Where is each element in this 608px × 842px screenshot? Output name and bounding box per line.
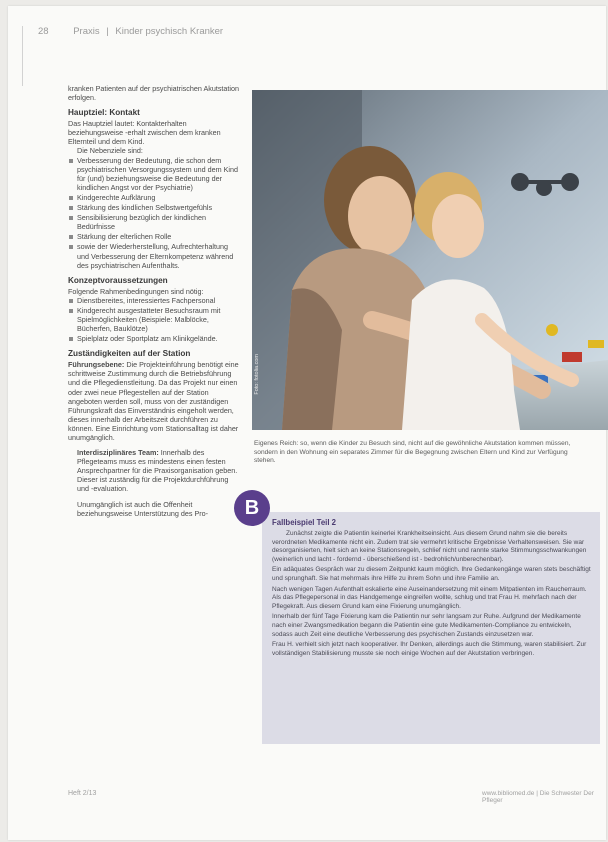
mother-child-photo	[252, 90, 608, 430]
case-paragraph: Nach wenigen Tagen Aufenthalt eskalierte eine Auseinandersetzung mit einem Mitpatienten im Raucherraum. Als das Pflegepersonal in das Handgemenge eingreifen wollte, schlug und trat Frau H. mehrfach nach der Pflegekraft. Aus diesem Grund kam eine Fixierung unumgänglich.	[272, 585, 587, 610]
team-text: Innerhalb des Pflegeteams muss es mindestens einen festen Ansprechpartner für die Praxisorganisation geben. Dieser ist zuständig für die Projektdurchführung und -evaluation.	[77, 448, 238, 494]
page-header	[38, 26, 223, 37]
left-column	[68, 84, 240, 524]
photo-illustration	[252, 90, 608, 430]
margin-rule	[22, 26, 23, 86]
intro-text: kranken Patienten auf der psychiatrischen Akutstation erfolgen.	[68, 84, 240, 103]
closing-text: Unumgänglich ist auch die Offenheit beziehungsweise Unterstützung des Pro-	[77, 499, 209, 518]
list-item: Verbesserung der Bedeutung, die schon dem psychiatrischen Versorgungssystem und dem Kind für (und) beziehungsweise die Bedeutung der kindlichen Angst vor der Psychiatrie)	[68, 156, 240, 192]
list-item: Sensibilisierung bezüglich der kindlichen Bedürfnisse	[68, 213, 240, 231]
case-paragraph: Ein adäquates Gespräch war zu diesem Zeitpunkt kaum möglich. Ihre Gedankengänge waren stets beschäftigt und sprunghaft. Sie hat mehrmals ihre Hilfe zu ihrem Sohn und ihre Familie an.	[272, 566, 591, 582]
header-section: Praxis	[73, 26, 100, 37]
case-body	[272, 530, 592, 660]
subgoals-list	[68, 156, 240, 270]
leadership-label: Führungsebene:	[68, 360, 125, 370]
list-item: Kindgerechte Aufklärung	[68, 193, 240, 202]
photo-caption: Eigenes Reich: so, wenn die Kinder zu Besuch sind, nicht auf die gewöhnliche Akutstation kommen müssen, sondern in den Wohnung ein separates Zimmer für die Begegnung zwischen Eltern und Kind zur Verfügung stehen.	[254, 440, 571, 465]
subgoals-intro: Die Nebenziele sind:	[77, 146, 143, 156]
concept-heading: Konzeptvoraussetzungen	[68, 275, 168, 285]
team-paragraph	[68, 448, 240, 493]
list-item: Stärkung des kindlichen Selbstwertgefühls	[68, 203, 240, 212]
main-goal-heading: Hauptziel: Kontakt	[68, 108, 140, 118]
leadership-paragraph	[68, 360, 240, 442]
concept-list	[68, 296, 240, 343]
footer-publisher: www.bibliomed.de | Die Schwester Der Pfleger	[482, 790, 594, 804]
footer-issue: Heft 2/13	[68, 790, 97, 797]
list-item: Kindgerecht ausgestatteter Besuchsraum mit Spielmöglichkeiten (Beispiele: Malblöcke, Bücherfen, Bauklötze)	[68, 306, 240, 333]
case-paragraph: Zunächst zeigte die Patientin keinerlei Krankheitseinsicht. Aus diesem Grund nahm sie die bereits verordneten Medikamente nicht ein. Zudem trat sie vermehrt kritische Ergebnisse Verhaltensweisen. Sie war desorganisierten, hielt sich an keine Stationsregeln, schlief nicht und rannte starke Stimmungsschwankungen (weinerlich und lacht - fordernd - überschießend ist - bedrohlich/unberechenbar).	[272, 530, 587, 563]
page-number: 28	[38, 26, 49, 37]
station-heading: Zuständigkeiten auf der Station	[68, 349, 191, 359]
concept-intro: Folgende Rahmenbedingungen sind nötig:	[68, 286, 204, 296]
header-title: Kinder psychisch Kranker	[115, 26, 224, 37]
header-separator: |	[106, 26, 109, 37]
list-item: Spielplatz oder Sportplatz am Klinikgelände.	[68, 334, 240, 343]
case-badge: B	[234, 490, 270, 526]
list-item: Stärkung der elterlichen Rolle	[68, 232, 240, 241]
case-paragraph: Frau H. verhielt sich jetzt nach kooperativer. Ihr Denken, allerdings auch die Stimmung, waren stabilisiert. Zur vollständigen Stabilisierung musste sie noch einige Wochen auf der Akutstation verbringen.	[272, 641, 587, 657]
list-item: Dienstbereites, interessiertes Fachpersonal	[68, 296, 240, 305]
case-paragraph: Innerhalb der fünf Tage Fixierung kam die Patientin nur sehr langsam zur Ruhe. Aufgrund der Medikamente nach einer Zwangsmedikation begann die Patientin eine gute Medikamenten-Compliance zu entwickeln, sodass auch Zeit eine deutliche Verbesserung des psychischen Zustands einzusetzen war.	[272, 613, 581, 638]
case-title: Fallbeispiel Teil 2	[272, 518, 336, 527]
list-item: sowie der Wiederherstellung, Aufrechterhaltung und Verbesserung der Elternkompetenz während des psychiatrischen Aufenthalts.	[68, 242, 240, 269]
leadership-text: Die Projekteinführung benötigt eine schrittweise Zustimmung durch die Betriebsführung und die Pflegedienstleitung. Da das Projekt nur einen oder zwei neue Pflegestellen auf der Station angeboten werden soll, muss von der zuständigen Führungskraft das Einverständnis eingeholt werden, dieses innerhalb der Arbeitszeit durchführen zu können. Eine Einrichtung vom Stationsalltag ist daher unumgänglich.	[68, 360, 239, 442]
photo-credit: Foto: fotolia.com	[254, 354, 260, 395]
main-goal-text: Das Hauptziel lautet: Kontakterhalten beziehungsweise -erhalt zwischen dem kranken Elternteil und dem Kind.	[68, 119, 221, 147]
team-label: Interdisziplinäres Team:	[77, 448, 159, 458]
